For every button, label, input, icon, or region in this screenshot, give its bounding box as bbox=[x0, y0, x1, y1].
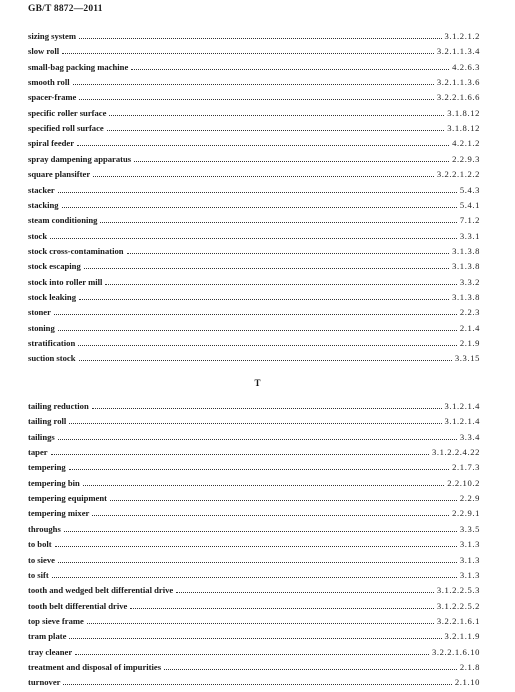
dot-leader bbox=[87, 622, 434, 624]
index-entry bbox=[28, 259, 480, 273]
index-term: steam conditioning bbox=[28, 215, 98, 226]
index-entry bbox=[28, 183, 480, 197]
dot-leader bbox=[105, 283, 456, 285]
index-reference: 3.1.3 bbox=[459, 554, 480, 565]
index-entry bbox=[28, 491, 480, 505]
index-term: specified roll surface bbox=[28, 123, 104, 134]
index-reference: 3.1.3 bbox=[459, 569, 480, 580]
index-reference: 3.1.2.1.2 bbox=[444, 31, 480, 41]
index-reference: 3.1.3.8 bbox=[452, 245, 480, 256]
index-term: small-bag packing machine bbox=[28, 61, 129, 72]
dot-leader bbox=[92, 514, 449, 516]
index-term: stock escaping bbox=[28, 261, 81, 272]
index-entry bbox=[28, 167, 480, 181]
dot-leader bbox=[176, 591, 434, 593]
dot-leader bbox=[92, 407, 442, 409]
dot-leader bbox=[79, 298, 449, 300]
index-reference: 3.2.1.1.9 bbox=[444, 631, 480, 642]
index-entry bbox=[28, 29, 480, 43]
dot-leader bbox=[52, 576, 457, 578]
index-term: tooth belt differential drive bbox=[28, 600, 128, 611]
dot-leader bbox=[164, 668, 457, 670]
index-term: smooth roll bbox=[28, 77, 70, 88]
index-reference: 2.2.3 bbox=[459, 307, 480, 318]
index-entry bbox=[28, 152, 480, 166]
index-reference: 3.2.2.1.6.10 bbox=[431, 646, 480, 657]
index-term: stoning bbox=[28, 322, 55, 333]
dot-leader bbox=[58, 561, 457, 563]
index-entry bbox=[28, 599, 480, 613]
dot-leader bbox=[84, 267, 449, 269]
index-reference: 3.3.2 bbox=[459, 276, 480, 287]
index-entry bbox=[28, 460, 480, 474]
index-reference: 3.2.1.1.3.6 bbox=[436, 77, 480, 88]
index-term: turnover bbox=[28, 677, 61, 688]
dot-leader bbox=[73, 83, 434, 85]
index-term: slow roll bbox=[28, 46, 60, 57]
index-entry bbox=[28, 351, 480, 365]
index-entry bbox=[28, 60, 480, 74]
index-term: stock cross-contamination bbox=[28, 245, 124, 256]
dot-leader bbox=[54, 313, 457, 315]
index-reference: 3.2.2.1.6.1 bbox=[436, 615, 480, 626]
index-term: tooth and wedged belt differential drive bbox=[28, 585, 174, 596]
index-term: tempering equipment bbox=[28, 493, 108, 504]
index-entry bbox=[28, 106, 480, 120]
index-term: tailings bbox=[28, 431, 55, 442]
index-term: spiral feeder bbox=[28, 138, 75, 149]
index-reference: 3.3.4 bbox=[459, 431, 480, 442]
index-term: treatment and disposal of impurities bbox=[28, 661, 162, 672]
dot-leader bbox=[127, 252, 450, 254]
index-term: stacker bbox=[28, 184, 55, 195]
index-reference: 2.2.9 bbox=[459, 493, 480, 504]
index-term: tailing roll bbox=[28, 416, 67, 427]
index-term: stacking bbox=[28, 199, 59, 210]
dot-leader bbox=[69, 468, 449, 470]
dot-leader bbox=[69, 422, 441, 424]
index-reference: 2.1.8 bbox=[459, 661, 480, 672]
dot-leader bbox=[110, 499, 457, 501]
index-term: taper bbox=[28, 447, 48, 458]
index-entry bbox=[28, 414, 480, 428]
index-entry bbox=[28, 90, 480, 104]
dot-leader bbox=[79, 98, 434, 100]
dot-leader bbox=[79, 359, 452, 361]
dot-leader bbox=[100, 221, 456, 223]
dot-leader bbox=[107, 129, 445, 131]
dot-leader bbox=[63, 683, 451, 685]
index-entry bbox=[28, 645, 480, 659]
index-entry bbox=[28, 629, 480, 643]
index-term: stock into roller mill bbox=[28, 276, 103, 287]
index-reference: 3.2.2.1.6.6 bbox=[436, 92, 480, 103]
index-term: top sieve frame bbox=[28, 615, 84, 626]
index-entry bbox=[28, 476, 480, 490]
index-reference: 2.1.7.3 bbox=[452, 462, 480, 473]
index-entry bbox=[28, 290, 480, 304]
index-term: tempering bin bbox=[28, 477, 80, 488]
index-entry bbox=[28, 275, 480, 289]
index-entry bbox=[28, 522, 480, 536]
index-reference: 4.2.1.2 bbox=[452, 138, 480, 149]
section-letter-t: T bbox=[254, 378, 261, 388]
dot-leader bbox=[83, 484, 444, 486]
index-entry bbox=[28, 229, 480, 243]
index-reference: 3.1.8.12 bbox=[447, 107, 480, 118]
dot-leader bbox=[130, 607, 434, 609]
index-term: tray cleaner bbox=[28, 646, 73, 657]
index-term: sizing system bbox=[28, 31, 76, 41]
index-reference: 7.1.2 bbox=[459, 215, 480, 226]
index-term: spray dampening apparatus bbox=[28, 153, 132, 164]
index-entry bbox=[28, 305, 480, 319]
dot-leader bbox=[55, 545, 457, 547]
index-entry bbox=[28, 430, 480, 444]
document-header: GB/T 8872—2011 bbox=[28, 4, 103, 14]
index-term: stock bbox=[28, 230, 48, 241]
index-entry bbox=[28, 121, 480, 135]
index-reference: 3.3.15 bbox=[454, 353, 480, 364]
index-entry bbox=[28, 553, 480, 567]
index-reference: 3.1.2.2.5.3 bbox=[436, 585, 480, 596]
dot-leader bbox=[93, 175, 434, 177]
index-reference: 3.3.5 bbox=[459, 523, 480, 534]
index-entry bbox=[28, 44, 480, 58]
index-term: throughs bbox=[28, 523, 61, 534]
index-reference: 2.2.10.2 bbox=[447, 477, 480, 488]
dot-leader bbox=[58, 438, 457, 440]
dot-leader bbox=[75, 653, 429, 655]
index-entry bbox=[28, 75, 480, 89]
index-reference: 3.1.3.8 bbox=[452, 261, 480, 272]
index-term: to sift bbox=[28, 569, 49, 580]
index-entry bbox=[28, 399, 480, 413]
dot-leader bbox=[79, 37, 442, 39]
index-reference: 3.3.1 bbox=[459, 230, 480, 241]
index-reference: 3.1.2.1.4 bbox=[444, 416, 480, 427]
dot-leader bbox=[51, 453, 429, 455]
index-reference: 3.2.1.1.3.4 bbox=[436, 46, 480, 57]
index-term: stock leaking bbox=[28, 291, 76, 302]
dot-leader bbox=[62, 206, 457, 208]
dot-leader bbox=[62, 52, 434, 54]
index-term: tailing reduction bbox=[28, 401, 89, 411]
index-reference: 5.4.3 bbox=[459, 184, 480, 195]
index-entry bbox=[28, 213, 480, 227]
dot-leader bbox=[134, 160, 449, 162]
index-term: square plansifter bbox=[28, 169, 91, 180]
dot-leader bbox=[77, 144, 449, 146]
dot-leader bbox=[58, 329, 457, 331]
index-term: specific roller surface bbox=[28, 107, 107, 118]
index-entry bbox=[28, 336, 480, 350]
index-reference: 3.1.3.8 bbox=[452, 291, 480, 302]
index-entry bbox=[28, 568, 480, 582]
index-reference: 3.1.2.1.4 bbox=[444, 401, 480, 411]
index-entry bbox=[28, 445, 480, 459]
index-term: stoner bbox=[28, 307, 51, 318]
index-term: to bolt bbox=[28, 539, 52, 550]
index-reference: 2.2.9.3 bbox=[452, 153, 480, 164]
index-reference: 3.1.2.2.4.22 bbox=[431, 447, 480, 458]
index-reference: 2.2.9.1 bbox=[452, 508, 480, 519]
index-reference: 3.2.2.1.2.2 bbox=[436, 169, 480, 180]
dot-leader bbox=[131, 68, 449, 70]
index-reference: 5.4.1 bbox=[459, 199, 480, 210]
index-reference: 3.1.2.2.5.2 bbox=[436, 600, 480, 611]
index-reference: 4.2.6.3 bbox=[452, 61, 480, 72]
index-term: tempering mixer bbox=[28, 508, 90, 519]
index-entry bbox=[28, 244, 480, 258]
dot-leader bbox=[78, 344, 457, 346]
index-term: stratification bbox=[28, 338, 76, 348]
index-term: to sieve bbox=[28, 554, 55, 565]
index-term: tram plate bbox=[28, 631, 67, 642]
index-term: tempering bbox=[28, 462, 66, 473]
index-entry bbox=[28, 198, 480, 212]
index-entry bbox=[28, 136, 480, 150]
index-entry bbox=[28, 537, 480, 551]
index-reference: 3.1.3 bbox=[459, 539, 480, 550]
dot-leader bbox=[69, 637, 441, 639]
dot-leader bbox=[64, 530, 457, 532]
index-entry bbox=[28, 614, 480, 628]
index-term: spacer-frame bbox=[28, 92, 77, 103]
dot-leader bbox=[50, 237, 457, 239]
index-term: suction stock bbox=[28, 353, 76, 364]
index-reference: 2.1.10 bbox=[454, 677, 480, 688]
dot-leader bbox=[58, 191, 457, 193]
index-entry bbox=[28, 321, 480, 335]
index-entry bbox=[28, 506, 480, 520]
index-reference: 3.1.8.12 bbox=[447, 123, 480, 134]
index-reference: 2.1.4 bbox=[459, 322, 480, 333]
index-entry bbox=[28, 675, 480, 689]
index-reference: 2.1.9 bbox=[459, 338, 480, 348]
dot-leader bbox=[109, 114, 444, 116]
index-entry bbox=[28, 583, 480, 597]
index-entry bbox=[28, 660, 480, 674]
